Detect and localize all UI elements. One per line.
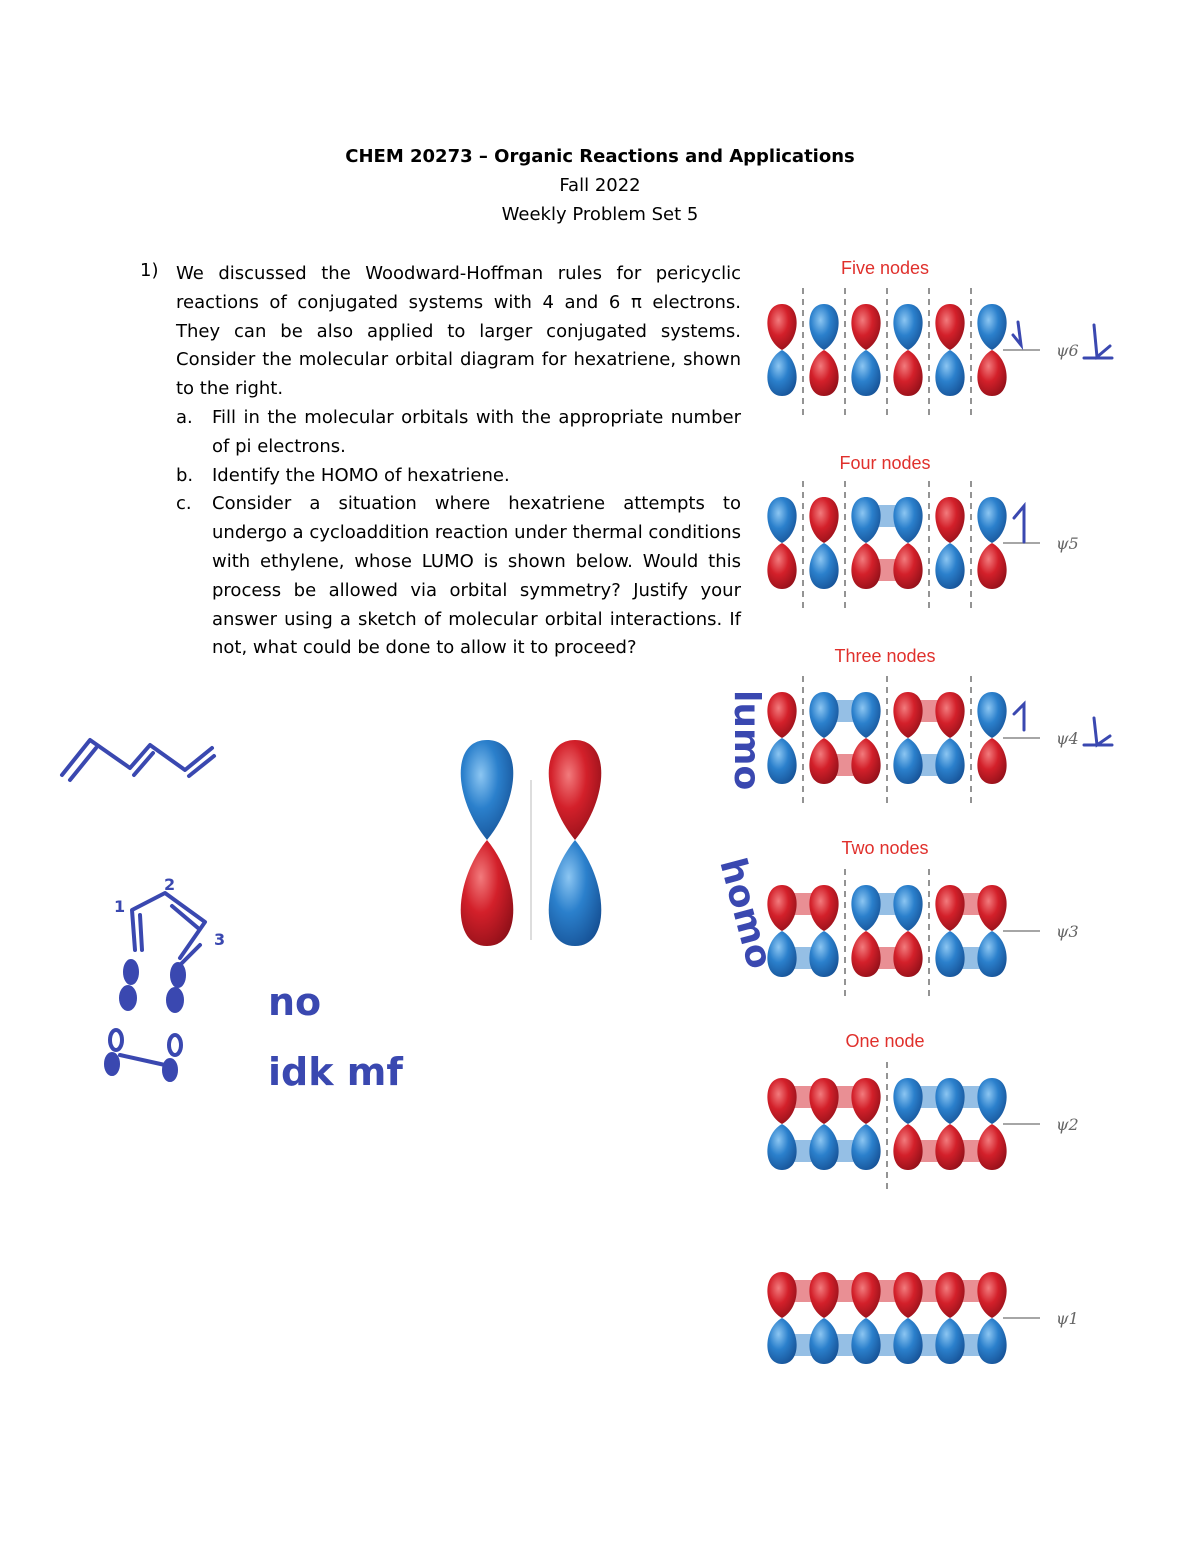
sketch-lobe <box>110 1030 122 1050</box>
sketch-lobe <box>171 963 185 987</box>
electron-half-arrow-psi6 <box>1084 325 1112 358</box>
handwritten-answer-idk: idk mf <box>268 1050 403 1094</box>
lobe-blue-bottom-right <box>549 840 602 946</box>
psi-label: ψ3 <box>1056 922 1079 941</box>
sketch-lobe <box>124 960 138 984</box>
part-letter: c. <box>176 493 192 515</box>
handwritten-answer-no: no <box>268 980 322 1024</box>
electron-half-arrow-psi4 <box>1084 718 1112 745</box>
term: Fall 2022 <box>559 175 641 196</box>
mo-label-three-nodes: Three nodes <box>834 646 936 666</box>
sketch-lobe <box>169 1035 181 1055</box>
part-letter: b. <box>176 464 194 486</box>
sketch-lobe <box>105 1053 119 1075</box>
mo-label-two-nodes: Two nodes <box>841 838 929 858</box>
question-intro: We discussed the Woodward-Hoffman rules for pericyclic reactions of conjugated systems with 4 and 6 π electrons. They can be also applied to larger conjugated systems. Consider the molecular orbital diagram for hexatriene, shown to the right. <box>176 263 741 400</box>
part-text: Fill in the molecular orbitals with the appropriate number of pi electrons. <box>212 406 741 457</box>
part-letter: a. <box>176 406 193 428</box>
double-bond-line <box>140 915 142 950</box>
handwritten-homo: homo <box>711 853 781 974</box>
psi-label: ψ4 <box>1056 729 1079 748</box>
mo-label-five-nodes: Five nodes <box>840 258 930 278</box>
sketch-lobe <box>120 986 136 1010</box>
part-text: Identify the HOMO of hexatriene. <box>212 464 510 486</box>
part-text: Consider a situation where hexatriene attempts to undergo a cycloaddition reaction under thermal conditions with ethylene, whose LUMO is shown below. Would this process be allowed via orbital symmetry? Justify your answer using a sketch of molecular orbital interactions. If not, what could be done to allow it to proceed? <box>212 493 742 659</box>
atom-number-1: 1 <box>114 897 126 916</box>
ethylene-lumo <box>461 740 602 946</box>
psi-label: ψ6 <box>1056 341 1079 360</box>
course-title: CHEM 20273 – Organic Reactions and Applications <box>345 146 855 167</box>
electron-up-arrow-psi4 <box>1014 704 1024 730</box>
question-number: 1) <box>140 260 159 281</box>
lobe-red-bottom-left <box>461 840 514 946</box>
ethylene-bond <box>120 1055 165 1065</box>
mo-label-one-node: One node <box>845 1031 925 1051</box>
electron-arrows <box>1013 322 1112 745</box>
atom-number-2: 2 <box>164 875 176 894</box>
mo-label-four-nodes: Four nodes <box>839 453 931 473</box>
psi-label: ψ5 <box>1056 534 1079 553</box>
double-bond-line <box>134 753 153 775</box>
psi-label: ψ2 <box>1056 1115 1079 1134</box>
sketch-orbitals <box>105 960 185 1081</box>
sketch-lobe <box>163 1059 177 1081</box>
problem-set-title: Weekly Problem Set 5 <box>501 204 699 225</box>
electron-down-arrow-psi6 <box>1013 322 1021 345</box>
atom-number-3: 3 <box>214 930 226 949</box>
electron-up-arrow-psi5 <box>1014 506 1024 542</box>
lobe-blue-top-left <box>461 740 514 840</box>
double-bond-line <box>70 748 96 780</box>
psi-label: ψ1 <box>1056 1309 1079 1328</box>
handwritten-lumo: lumo <box>726 690 767 791</box>
sketch-lobe <box>167 988 183 1012</box>
lobe-red-top-right <box>549 740 602 840</box>
hexatriene-zigzag-sketch <box>62 740 214 780</box>
